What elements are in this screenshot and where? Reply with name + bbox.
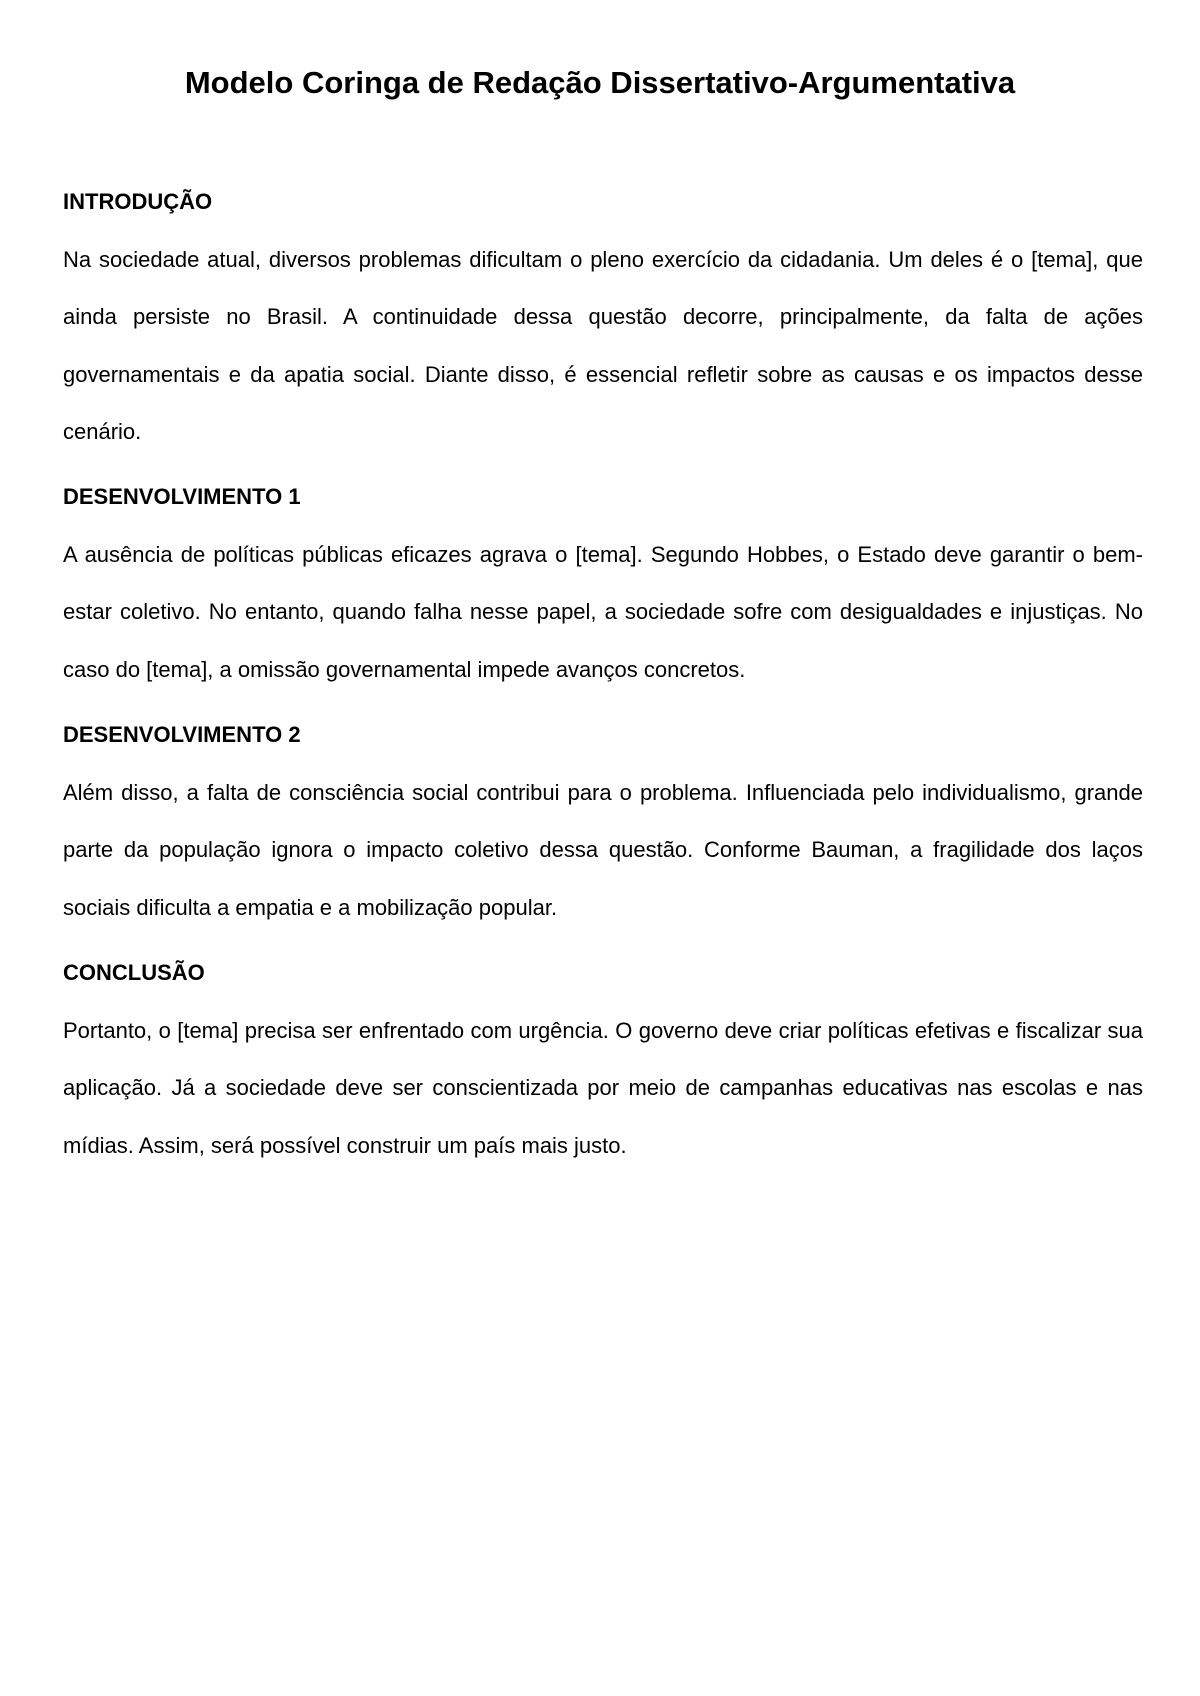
section-paragraph: A ausência de políticas públicas eficazes agrava o [tema]. Segundo Hobbes, o Estado deve garantir o bem-estar coletivo. No entanto, quando falha nesse papel, a sociedade sofre com desigualdades e injustiças. No caso do [tema], a omissão governamental impede avanços concretos. [63, 542, 1143, 682]
section-desenvolvimento-1 [63, 477, 1143, 698]
section-heading: DESENVOLVIMENTO 1 [63, 484, 301, 510]
section-heading: INTRODUÇÃO [63, 189, 213, 214]
section-desenvolvimento-2 [63, 715, 1143, 936]
section-paragraph: Na sociedade atual, diversos problemas dificultam o pleno exercício da cidadania. Um deles é o [tema], que ainda persiste no Brasil. A continuidade dessa questão decorre, principalmente, da falta de ações governamentais e da apatia social. Diante disso, é essencial refletir sobre as causas e os impactos desse cenário. [63, 247, 1143, 444]
document-content [63, 182, 1143, 1191]
section-heading: CONCLUSÃO [63, 959, 205, 985]
section-paragraph: Portanto, o [tema] precisa ser enfrentado com urgência. O governo deve criar políticas efetivas e fiscalizar sua aplicação. Já a sociedade deve ser conscientizada por meio de campanhas educativas nas escolas e nas mídias. Assim, será possível construir um país mais justo. [63, 1017, 1143, 1158]
document-title: Modelo Coringa de Redação Dissertativo-Argumentativa [184, 65, 1016, 100]
section-heading: DESENVOLVIMENTO 2 [63, 722, 301, 748]
section-paragraph: Além disso, a falta de consciência social contribui para o problema. Influenciada pelo individualismo, grande parte da população ignora o impacto coletivo dessa questão. Conforme Bauman, a fragilidade dos laços sociais dificulta a empatia e a mobilização popular. [63, 780, 1143, 920]
section-introducao [63, 182, 1143, 460]
section-conclusao [63, 953, 1143, 1174]
